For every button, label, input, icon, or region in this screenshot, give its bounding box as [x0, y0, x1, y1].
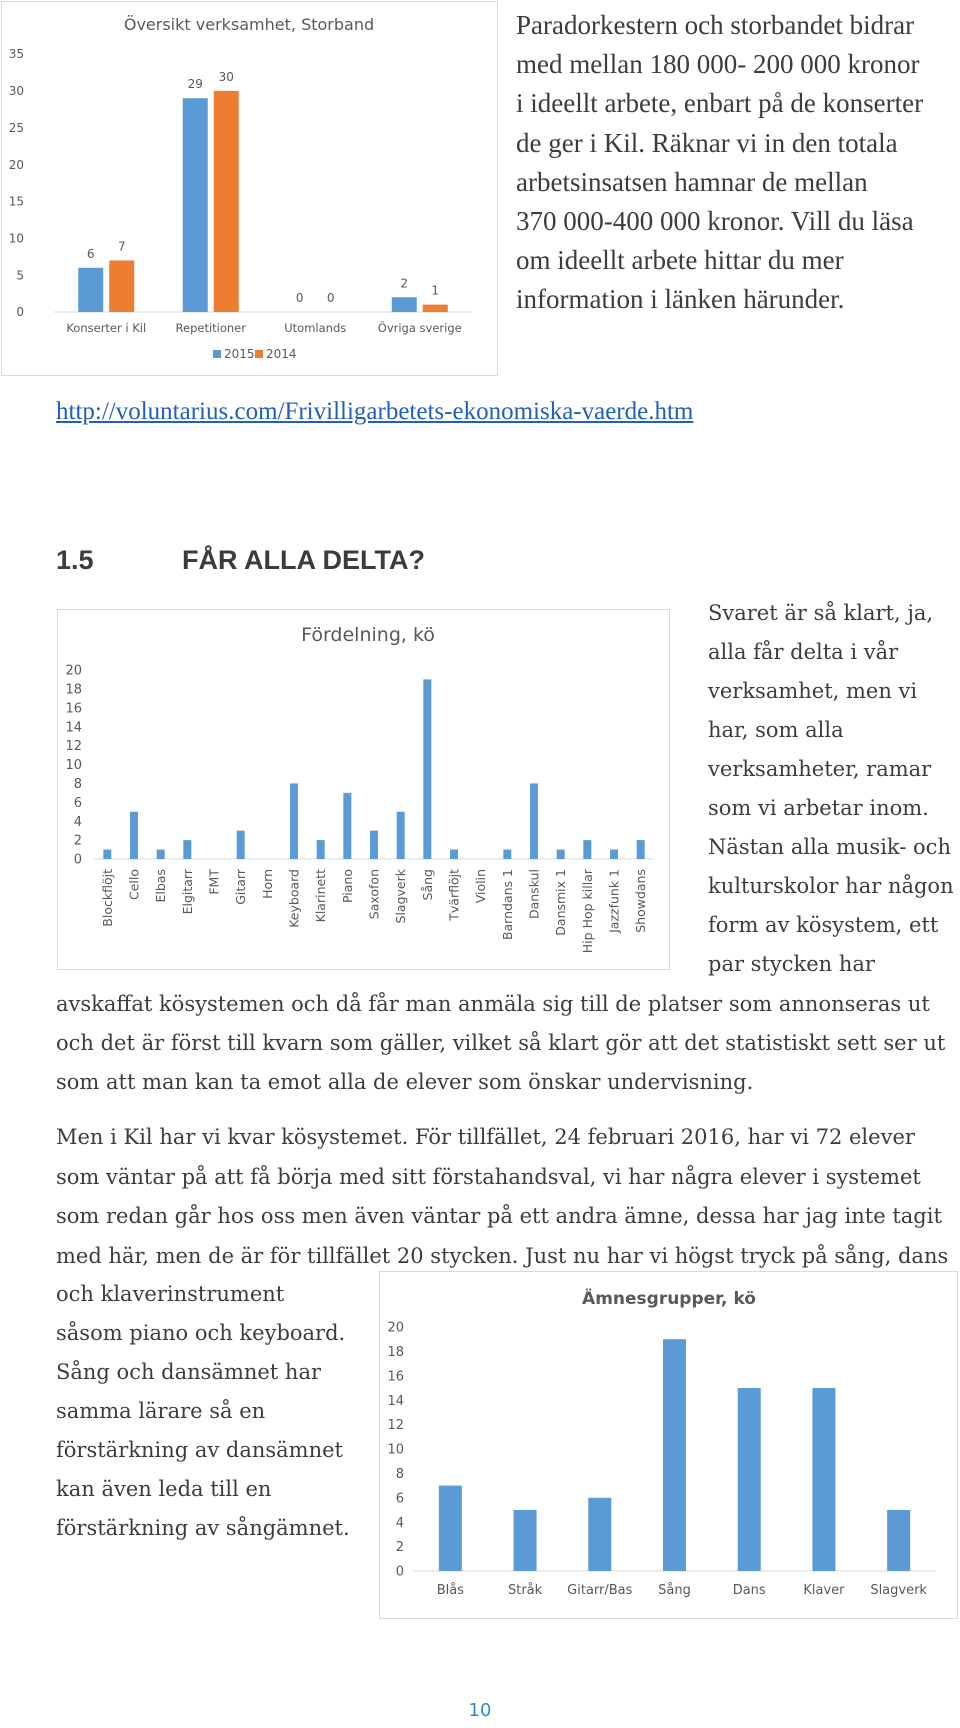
y-tick-label: 18	[65, 682, 82, 698]
bar-2014	[109, 260, 134, 312]
x-tick-label: Slagverk	[393, 869, 409, 924]
y-tick-label: 0	[16, 305, 24, 320]
continuation-line: och det är först till kvarn som gäller, vilket så klart gör att det statistiskt sett ser ut	[56, 1031, 946, 1055]
queue-line: Men i Kil har vi kvar kösystemet. För tillfället, 24 februari 2016, har vi 72 elever	[56, 1125, 915, 1149]
bar-2015	[392, 297, 417, 312]
intro-line: arbetsinsatsen hamnar de mellan	[516, 166, 868, 197]
y-tick-label: 6	[395, 1491, 404, 1507]
intro-line: med mellan 180 000- 200 000 kronor	[516, 49, 920, 80]
bar-value	[738, 1388, 761, 1571]
x-tick-label: Gitarr/Bas	[567, 1583, 633, 1598]
x-tick-label: Utomlands	[284, 321, 347, 335]
side-line: par stycken har	[708, 952, 875, 976]
y-tick-label: 2	[395, 1540, 404, 1556]
final-line: kan även leda till en	[56, 1477, 272, 1501]
y-tick-label: 0	[395, 1564, 404, 1580]
intro-line: i ideellt arbete, enbart på de konserter	[516, 88, 924, 119]
y-tick-label: 25	[8, 120, 24, 135]
bar-value	[637, 840, 645, 859]
bar-2015	[78, 268, 103, 312]
intro-line: de ger i Kil. Räknar vi in den totala	[516, 127, 898, 158]
x-tick-label: Keyboard	[286, 869, 302, 928]
bar-2015	[183, 98, 208, 312]
x-tick-label: Jazzfunk 1	[606, 869, 622, 933]
bar-2014	[423, 305, 448, 312]
section-number: 1.5	[56, 545, 94, 575]
chart-title: Fördelning, kö	[301, 624, 435, 646]
bar-value	[237, 831, 245, 859]
legend-swatch	[213, 350, 221, 358]
side-line: alla får delta i vår	[708, 640, 899, 664]
final-line: samma lärare så en	[56, 1399, 266, 1423]
y-tick-label: 20	[65, 663, 82, 679]
y-tick-label: 4	[395, 1515, 404, 1531]
x-tick-label: Klarinett	[313, 869, 329, 923]
x-tick-label: Repetitioner	[175, 321, 246, 335]
bar-value	[370, 831, 378, 859]
y-tick-label: 4	[73, 814, 82, 830]
x-tick-label: Horn	[259, 869, 275, 899]
intro-line: Paradorkestern och storbandet bidrar	[516, 10, 915, 40]
section-heading	[56, 545, 425, 576]
bar-value	[514, 1510, 537, 1571]
y-tick-label: 35	[8, 47, 24, 62]
y-tick-label: 2	[73, 833, 82, 849]
side-line: Nästan alla musik- och	[708, 835, 951, 859]
x-tick-label: Dans	[732, 1583, 766, 1598]
queue-distribution-chart	[57, 609, 670, 970]
voluntarius-link[interactable]: http://voluntarius.com/Frivilligarbetets-ekonomiska-vaerde.htm	[56, 398, 694, 425]
x-tick-label: FMT	[206, 869, 222, 895]
bar-value	[503, 850, 511, 859]
bar-2014	[214, 91, 239, 312]
y-tick-label: 12	[65, 739, 82, 755]
y-tick-label: 20	[8, 157, 24, 172]
data-label: 30	[218, 69, 234, 84]
side-line: verksamheter, ramar	[708, 757, 932, 781]
y-tick-label: 6	[73, 795, 82, 811]
storband-overview-chart-svg	[2, 2, 497, 375]
x-tick-label: Elgitarr	[179, 869, 195, 915]
y-tick-label: 20	[387, 1320, 404, 1336]
x-tick-label: Barndans 1	[499, 869, 515, 941]
x-tick-label: Klaver	[803, 1583, 845, 1598]
bar-value	[663, 1339, 686, 1571]
bar-value	[439, 1486, 462, 1571]
x-tick-label: Blockflöjt	[99, 869, 115, 927]
x-tick-label: Övriga sverige	[377, 321, 462, 335]
bar-value	[290, 783, 298, 859]
data-label: 29	[187, 77, 203, 92]
x-tick-label: Sång	[419, 869, 435, 901]
continuation-line: avskaffat kösystemen och då får man anmäla sig till de platser som annonseras ut	[56, 992, 930, 1016]
bar-value	[610, 850, 618, 859]
y-tick-label: 5	[16, 268, 24, 283]
final-line: och klaverinstrument	[56, 1282, 285, 1306]
y-tick-label: 14	[387, 1393, 404, 1409]
bar-value	[317, 840, 325, 859]
section-title: FÅR ALLA DELTA?	[182, 545, 425, 575]
bar-value	[450, 850, 458, 859]
bar-value	[397, 812, 405, 859]
y-tick-label: 8	[395, 1466, 404, 1482]
subject-groups-chart-svg	[380, 1272, 957, 1618]
x-tick-label: Blås	[436, 1583, 464, 1598]
bar-value	[130, 812, 138, 859]
queue-line: som redan går hos oss men även väntar på ett andra ämne, dessa har jag inte tagit	[56, 1204, 942, 1228]
side-paragraph	[708, 594, 958, 984]
bar-value	[887, 1510, 910, 1571]
y-tick-label: 8	[73, 776, 82, 792]
queue-line: som väntar på att få börja med sitt förstahandsval, vi har några elever i systemet	[56, 1164, 921, 1189]
queue-line: med här, men de är för tillfället 20 stycken. Just nu har vi högst tryck på sång, dans	[56, 1243, 949, 1268]
y-tick-label: 0	[73, 852, 82, 868]
final-line: såsom piano och keyboard.	[56, 1321, 346, 1345]
side-line: har, som alla	[708, 718, 844, 742]
x-tick-label: Cello	[126, 869, 142, 901]
bar-value	[103, 850, 111, 859]
y-tick-label: 30	[8, 84, 24, 99]
y-tick-label: 10	[387, 1442, 404, 1458]
y-tick-label: 12	[387, 1418, 404, 1434]
bar-value	[812, 1388, 835, 1571]
storband-overview-chart	[1, 1, 498, 376]
side-line: som vi arbetar inom.	[708, 796, 929, 820]
x-tick-label: Elbas	[153, 869, 169, 903]
side-line: form av kösystem, ett	[708, 913, 939, 937]
subject-groups-chart	[379, 1271, 958, 1619]
bar-value	[583, 840, 591, 859]
continuation-line: som att man kan ta emot alla de elever som önskar undervisning.	[56, 1070, 754, 1094]
y-tick-label: 15	[8, 194, 24, 209]
page-number: 10	[468, 1700, 492, 1721]
final-line: förstärkning av dansämnet	[56, 1438, 343, 1462]
legend-label: 2014	[266, 347, 297, 361]
y-tick-label: 10	[65, 758, 82, 774]
final-line: förstärkning av sångämnet.	[56, 1516, 350, 1540]
y-tick-label: 18	[387, 1344, 404, 1360]
y-tick-label: 10	[8, 231, 24, 246]
x-tick-label: Stråk	[507, 1583, 543, 1598]
x-tick-label: Konserter i Kil	[66, 321, 147, 335]
x-tick-label: Hip Hop killar	[579, 869, 595, 954]
y-tick-label: 16	[387, 1369, 404, 1385]
bar-value	[343, 793, 351, 859]
x-tick-label: Saxofon	[366, 869, 382, 920]
data-label: 7	[117, 239, 126, 254]
intro-paragraph	[516, 6, 956, 320]
x-tick-label: Dansmix 1	[553, 869, 569, 936]
y-tick-label: 16	[65, 701, 82, 717]
chart-title: Ämnesgrupper, kö	[582, 1289, 756, 1309]
final-line: Sång och dansämnet har	[56, 1360, 322, 1384]
bar-value	[557, 850, 565, 859]
data-label: 0	[326, 291, 335, 305]
legend-swatch	[255, 350, 263, 358]
legend-label: 2015	[224, 347, 255, 361]
chart-title: Översikt verksamhet, Storband	[123, 15, 375, 34]
intro-line: om ideellt arbete hittar du mer	[516, 245, 844, 276]
intro-line: information i länken härunder.	[516, 284, 845, 315]
bar-value	[530, 783, 538, 859]
data-label: 6	[86, 246, 95, 261]
x-tick-label: Sång	[658, 1583, 691, 1598]
x-tick-label: Piano	[339, 869, 355, 903]
side-line: Svaret är så klart, ja,	[708, 601, 934, 625]
x-tick-label: Danskul	[526, 869, 542, 919]
continuation-paragraph	[56, 985, 956, 1102]
final-paragraph	[56, 1275, 376, 1548]
bar-value	[183, 840, 191, 859]
x-tick-label: Slagverk	[870, 1583, 927, 1598]
x-tick-label: Tvärflöjt	[446, 869, 462, 921]
bar-value	[157, 850, 165, 859]
data-label: 2	[400, 276, 409, 291]
x-tick-label: Gitarr	[233, 869, 249, 905]
x-tick-label: Showdans	[633, 869, 649, 933]
bar-value	[588, 1498, 611, 1571]
queue-distribution-chart-svg	[58, 610, 669, 969]
data-label: 1	[431, 283, 440, 298]
data-label: 0	[295, 291, 304, 305]
bar-value	[423, 679, 431, 859]
intro-line: 370 000-400 000 kronor. Vill du läsa	[516, 206, 914, 237]
queue-paragraph	[56, 1118, 956, 1276]
x-tick-label: Violin	[473, 869, 489, 904]
y-tick-label: 14	[65, 720, 82, 736]
side-line: verksamhet, men vi	[708, 679, 918, 703]
side-line: kulturskolor har någon	[708, 874, 954, 898]
